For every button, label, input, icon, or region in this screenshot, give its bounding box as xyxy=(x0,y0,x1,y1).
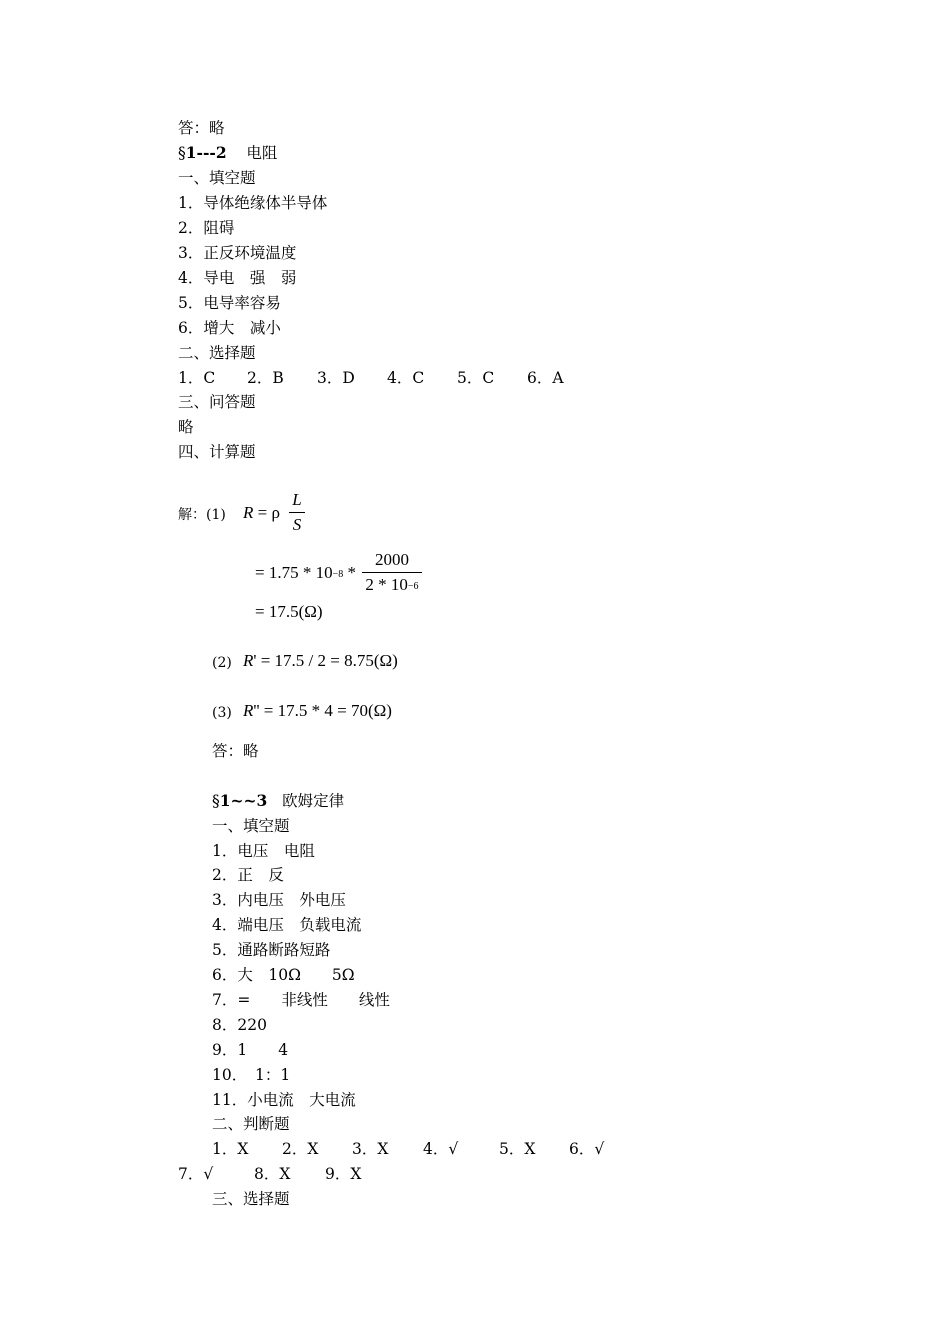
fill-item: 1．导体绝缘体半导体 xyxy=(178,194,328,212)
fill-heading: 一、填空题 xyxy=(178,169,256,187)
section-symbol: § xyxy=(178,144,186,162)
section-number: 1---2 xyxy=(185,143,227,162)
part2-equation xyxy=(243,651,398,671)
top-answer: 答：略 xyxy=(178,119,225,137)
judge-heading: 二、判断题 xyxy=(212,1115,290,1133)
section-heading-1-3 xyxy=(212,791,344,811)
fraction-l-over-s xyxy=(289,490,305,535)
fill-item: 5．电导率容易 xyxy=(178,294,281,312)
fill-item: 1．电压 电阻 xyxy=(212,842,315,860)
fill-item: 6．大 10Ω 5Ω xyxy=(212,966,355,984)
section-symbol: § xyxy=(212,792,220,810)
eq2-left xyxy=(255,563,356,586)
fill-item: 11．小电流 大电流 xyxy=(212,1091,356,1109)
choice-heading: 二、选择题 xyxy=(178,344,256,362)
choice-answer: 2．B xyxy=(247,369,284,387)
fill-heading: 一、填空题 xyxy=(212,817,290,835)
fraction-bar xyxy=(362,572,422,573)
fill-item: 5．通路断路短路 xyxy=(212,941,331,959)
fill-item: 4．端电压 负载电流 xyxy=(212,916,362,934)
part3-rest: '' = 17.5 * 4 = 70(Ω) xyxy=(253,701,392,720)
part3-label: (3) xyxy=(212,705,232,721)
judge-answer: 3．X xyxy=(352,1140,389,1158)
fill-item: 9．1 4 xyxy=(212,1041,289,1059)
calc-heading: 四、计算题 xyxy=(178,443,256,461)
section-number: 1~~3 xyxy=(219,791,268,810)
choice-answer: 3．D xyxy=(317,369,355,387)
den-exponent: −6 xyxy=(407,581,419,592)
section-title: 欧姆定律 xyxy=(282,792,345,810)
fraction-denominator: S xyxy=(292,515,302,534)
fill-item: 4．导电 强 弱 xyxy=(178,269,297,287)
part2-label: (2) xyxy=(212,655,232,671)
judge-answer: 5．X xyxy=(499,1140,536,1158)
fraction-numerator: 2000 xyxy=(375,550,409,569)
part2-rest: ' = 17.5 / 2 = 8.75(Ω) xyxy=(253,651,398,670)
fill-item: 10． 1：1 xyxy=(212,1066,291,1084)
judge-answer: 8．X xyxy=(254,1165,291,1183)
part3-equation xyxy=(243,701,392,721)
eq2-times: * xyxy=(343,563,356,582)
fraction-bar xyxy=(289,512,305,513)
solution-answer: 答：略 xyxy=(212,742,259,760)
fill-item: 2．正 反 xyxy=(212,866,284,884)
resistance-symbol: R xyxy=(243,701,254,720)
resistance-symbol: R xyxy=(243,503,254,522)
choice-answer: 6．A xyxy=(527,369,564,387)
fill-item: 3．正反环境温度 xyxy=(178,244,297,262)
fill-item: 2．阻碍 xyxy=(178,219,235,237)
judge-answer: 1．X xyxy=(212,1140,249,1158)
choice-heading: 三、选择题 xyxy=(212,1190,290,1208)
choice-answer: 4．C xyxy=(387,369,425,387)
eq3: = 17.5(Ω) xyxy=(255,602,323,621)
judge-answer: 2．X xyxy=(282,1140,319,1158)
fill-item: 6．增大 减小 xyxy=(178,319,281,337)
qa-answer: 略 xyxy=(178,418,194,436)
judge-answer: 9．X xyxy=(325,1165,362,1183)
den-term: 2 * 10 xyxy=(365,575,408,594)
fill-item: 3．内电压 外电压 xyxy=(212,891,346,909)
fraction-numerator: L xyxy=(292,490,302,509)
choice-answer: 1．C xyxy=(178,369,216,387)
rho-symbol: = ρ xyxy=(257,503,280,522)
solution-prefix: 解：(1) xyxy=(178,507,226,523)
eq2-term: = 1.75 * 10 xyxy=(255,563,333,582)
eq1-left xyxy=(243,503,280,523)
qa-heading: 三、问答题 xyxy=(178,393,256,411)
fill-item: 8．220 xyxy=(212,1016,267,1034)
section-title: 电阻 xyxy=(246,144,278,162)
judge-answer: 7．√ xyxy=(178,1165,214,1183)
fraction-2000 xyxy=(362,550,422,598)
resistance-symbol: R xyxy=(243,651,254,670)
eq2-exponent: −8 xyxy=(332,569,344,580)
section-heading-1-2 xyxy=(178,143,277,163)
choice-answer: 5．C xyxy=(457,369,495,387)
judge-answer: 6．√ xyxy=(569,1140,605,1158)
judge-answer: 4．√ xyxy=(423,1140,459,1158)
fraction-denominator xyxy=(362,575,422,598)
fill-item: 7．= 非线性 线性 xyxy=(212,991,390,1009)
